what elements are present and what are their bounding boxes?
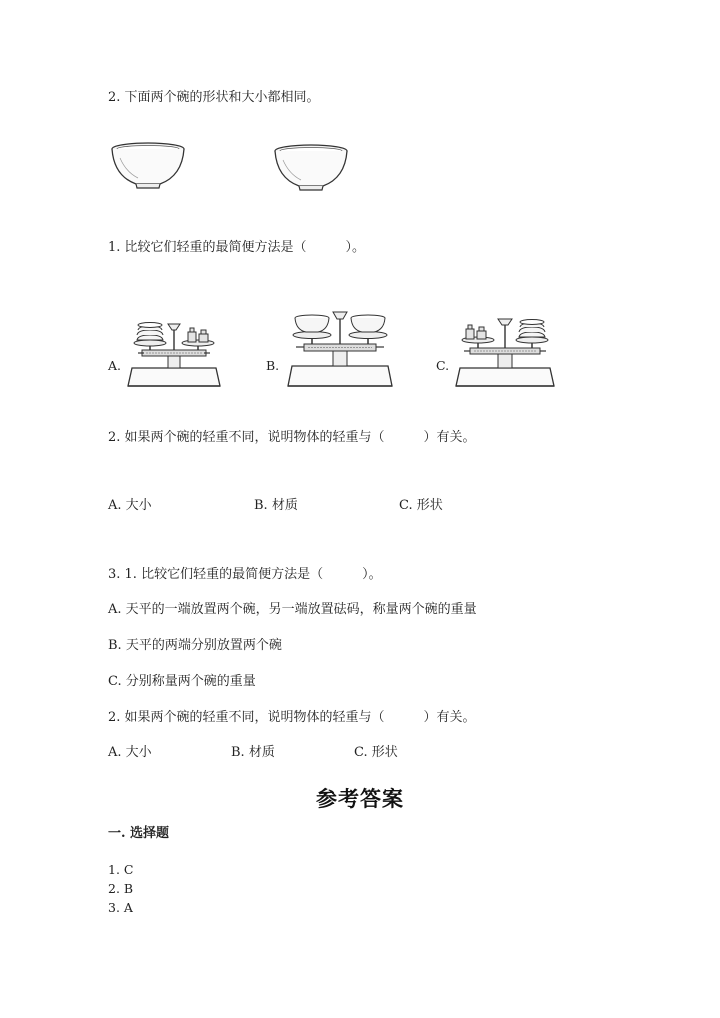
q3-option-c: C. 分别称量两个碗的重量 <box>108 674 256 689</box>
sub-question-2: 2. 如果两个碗的轻重不同，说明物体的轻重与（ ）有关。 <box>108 430 476 445</box>
sub-question-1: 1. 比较它们轻重的最简便方法是（ ）。 <box>108 240 366 255</box>
option-b-label: B. <box>266 358 280 373</box>
answers-title: 参考答案 <box>316 786 404 811</box>
balance-scale-icon <box>282 306 398 390</box>
bowl-icon <box>108 140 188 192</box>
option-b: B. 材质 <box>254 498 298 513</box>
balance-scale-icon <box>452 312 558 390</box>
question-2-statement: 2. 下面两个碗的形状和大小都相同。 <box>108 90 320 105</box>
answer-item: 2. B <box>108 881 134 896</box>
question-3-statement: 3. 1. 比较它们轻重的最简便方法是（ ）。 <box>108 567 382 582</box>
option-c-label: C. <box>436 358 450 373</box>
option-a-label: A. <box>108 358 122 373</box>
answer-item: 1. C <box>108 862 134 877</box>
option-a: A. 大小 <box>108 498 152 513</box>
q3-sub2-option-a: A. 大小 <box>108 745 152 760</box>
answers-section-heading: 一. 选择题 <box>108 826 170 841</box>
q3-sub2-option-c: C. 形状 <box>354 745 398 760</box>
answer-item: 3. A <box>108 900 133 915</box>
bowl-icon <box>271 142 351 194</box>
q3-option-a: A. 天平的一端放置两个碗，另一端放置砝码，称量两个碗的重量 <box>108 602 477 617</box>
option-c: C. 形状 <box>399 498 443 513</box>
q3-sub-question-2: 2. 如果两个碗的轻重不同，说明物体的轻重与（ ）有关。 <box>108 710 476 725</box>
balance-scale-icon <box>124 316 224 390</box>
q3-option-b: B. 天平的两端分别放置两个碗 <box>108 638 282 653</box>
q3-sub2-option-b: B. 材质 <box>231 745 275 760</box>
